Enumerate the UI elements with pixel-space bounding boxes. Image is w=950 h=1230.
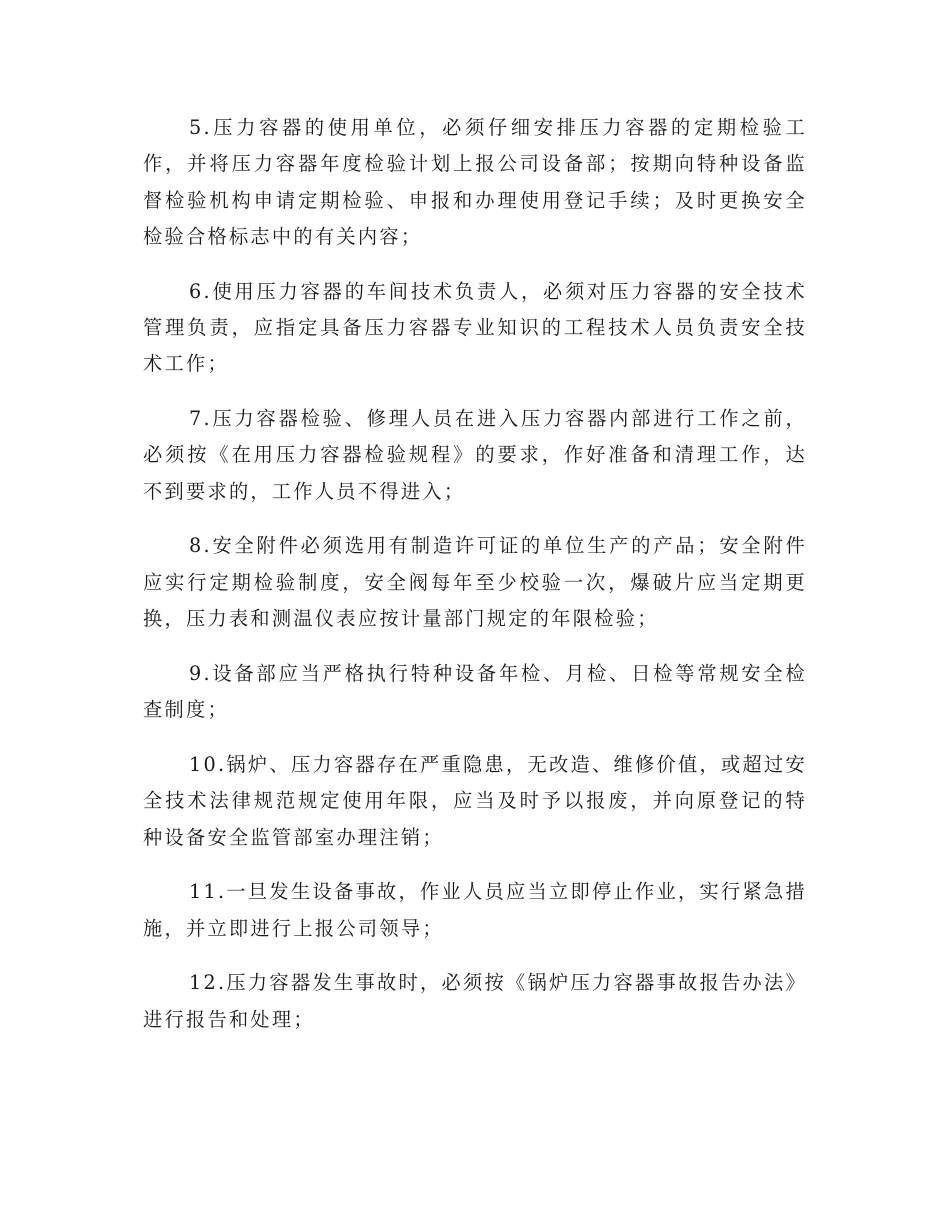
document-body [143,110,807,1057]
paragraph-item-5: 5.压力容器的使用单位，必须仔细安排压力容器的定期检验工作，并将压力容器年度检验计划上报公司设备部；按期向特种设备监督检验机构申请定期检验、申报和办理使用登记手续；及时更换安全检验合格标志中的有关内容； [143,116,807,248]
paragraph-item-10: 10.锅炉、压力容器存在严重隐患，无改造、维修价值，或超过安全技术法律规范规定使用年限，应当及时予以报废，并向原登记的特种设备安全监管部室办理注销； [143,752,807,849]
paragraph-item-7: 7.压力容器检验、修理人员在进入压力容器内部进行工作之前，必须按《在用压力容器检验规程》的要求，作好准备和清理工作，达不到要求的，工作人员不得进入； [143,407,807,503]
paragraph-item-6: 6.使用压力容器的车间技术负责人，必须对压力容器的安全技术管理负责，应指定具备压力容器专业知识的工程技术人员负责安全技术工作； [143,279,807,376]
paragraph-item-12: 12.压力容器发生事故时，必须按《锅炉压力容器事故报告办法》进行报告和处理； [143,971,807,1031]
paragraph-item-11: 11.一旦发生设备事故，作业人员应当立即停止作业，实行紧急措施，并立即进行上报公司领导； [143,880,807,940]
paragraph-item-8: 8.安全附件必须选用有制造许可证的单位生产的产品；安全附件应实行定期检验制度，安全阀每年至少校验一次，爆破片应当定期更换，压力表和测温仪表应按计量部门规定的年限检验； [143,534,807,631]
paragraph-item-9: 9.设备部应当严格执行特种设备年检、月检、日检等常规安全检查制度； [143,661,807,722]
